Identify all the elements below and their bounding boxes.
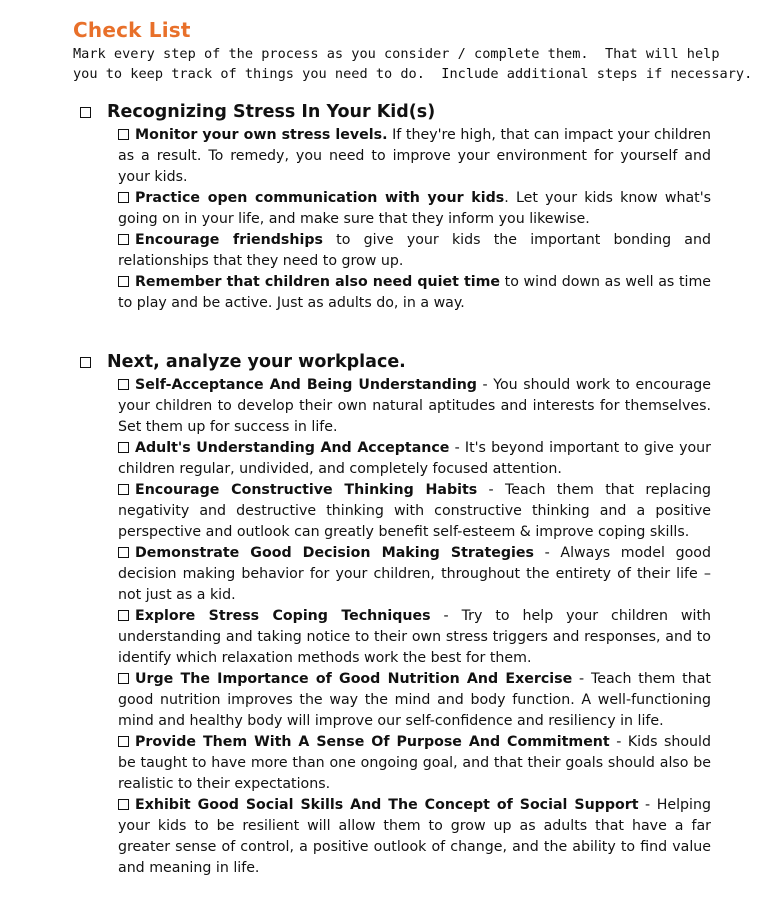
section-items-stress [118, 125, 711, 314]
checkbox-icon[interactable] [118, 379, 129, 390]
list-item [118, 795, 711, 879]
checkbox-icon[interactable] [118, 736, 129, 747]
item-title: Demonstrate Good Decision Making Strategies [135, 545, 534, 561]
item-text: - You should work to encourage your children to develop their own natural aptitudes and interests for themselves. Set them up for success in life. [118, 377, 711, 435]
item-title: Remember that children also need quiet time [135, 274, 500, 290]
item-text: If they're high, that can impact your children as a result. To remedy, you need to improve your environment for yourself and your kids. [118, 127, 711, 185]
item-text: - It's beyond important to give your children regular, undivided, and completely focused attention. [118, 440, 711, 477]
item-title: Urge The Importance of Good Nutrition And Exercise [135, 671, 573, 687]
checkbox-icon[interactable] [118, 673, 129, 684]
item-title: Provide Them With A Sense Of Purpose And Commitment [135, 734, 610, 750]
intro-text [73, 44, 753, 84]
page-title: Check List [73, 18, 191, 42]
checkbox-icon[interactable] [118, 799, 129, 810]
item-text: - Teach them that good nutrition improves the way the mind and body function. A well-functioning mind and healthy body will improve our self-confidence and resiliency in life. [118, 671, 711, 729]
list-item [118, 480, 711, 543]
checkbox-icon[interactable] [80, 107, 91, 118]
list-item [118, 732, 711, 795]
section-items-workplace [118, 375, 711, 879]
checkbox-icon[interactable] [80, 357, 91, 368]
section-heading-label: Next, analyze your workplace. [107, 352, 406, 372]
list-item [118, 669, 711, 732]
list-item [118, 188, 711, 230]
checkbox-icon[interactable] [118, 547, 129, 558]
item-title: Exhibit Good Social Skills And The Concept of Social Support [135, 797, 639, 813]
section-heading-stress [80, 102, 435, 122]
list-item [118, 272, 711, 314]
list-item [118, 606, 711, 669]
list-item [118, 438, 711, 480]
checkbox-icon[interactable] [118, 484, 129, 495]
section-heading-workplace [80, 352, 406, 372]
checkbox-icon[interactable] [118, 276, 129, 287]
list-item [118, 375, 711, 438]
item-text: - Always model good decision making behavior for your children, throughout the entirety of their life – not just as a kid. [118, 545, 711, 603]
item-title: Self-Acceptance And Being Understanding [135, 377, 477, 393]
item-text: to wind down as well as time to play and be active. Just as adults do, in a way. [118, 274, 712, 311]
list-item [118, 230, 711, 272]
list-item [118, 125, 711, 188]
item-title: Explore Stress Coping Techniques [135, 608, 431, 624]
item-title: Encourage Constructive Thinking Habits [135, 482, 478, 498]
checkbox-icon[interactable] [118, 234, 129, 245]
item-text: to give your kids the important bonding and relationships that they need to grow up. [118, 232, 711, 269]
section-heading-label: Recognizing Stress In Your Kid(s) [107, 102, 436, 122]
item-title: Monitor your own stress levels. [135, 127, 388, 143]
item-text: - Kids should be taught to have more than one ongoing goal, and that their goals should also be realistic to their expectations. [118, 734, 711, 792]
item-text: - Teach them that replacing negativity and destructive thinking with constructive thinking and a positive perspective and outlook can greatly benefit self-esteem & improve coping skills. [118, 482, 711, 540]
item-text: . Let your kids know what's going on in your life, and make sure that they inform you likewise. [118, 190, 711, 227]
list-item [118, 543, 711, 606]
intro-line: Mark every step of the process as you consider / complete them. That will help [73, 46, 720, 62]
item-text: - Try to help your children with understanding and taking notice to their own stress triggers and responses, and to identify which relaxation methods work the best for them. [118, 608, 711, 666]
item-title: Encourage friendships [135, 232, 323, 248]
item-title: Adult's Understanding And Acceptance [135, 440, 450, 456]
item-title: Practice open communication with your kids [135, 190, 505, 206]
item-text: - Helping your kids to be resilient will allow them to grow up as adults that have a far greater sense of control, a positive outlook of change, and the ability to find value and meaning in life. [118, 797, 711, 876]
checkbox-icon[interactable] [118, 442, 129, 453]
intro-line: you to keep track of things you need to do. Include additional steps if necessary. [73, 66, 753, 82]
checkbox-icon[interactable] [118, 610, 129, 621]
checkbox-icon[interactable] [118, 129, 129, 140]
checkbox-icon[interactable] [118, 192, 129, 203]
